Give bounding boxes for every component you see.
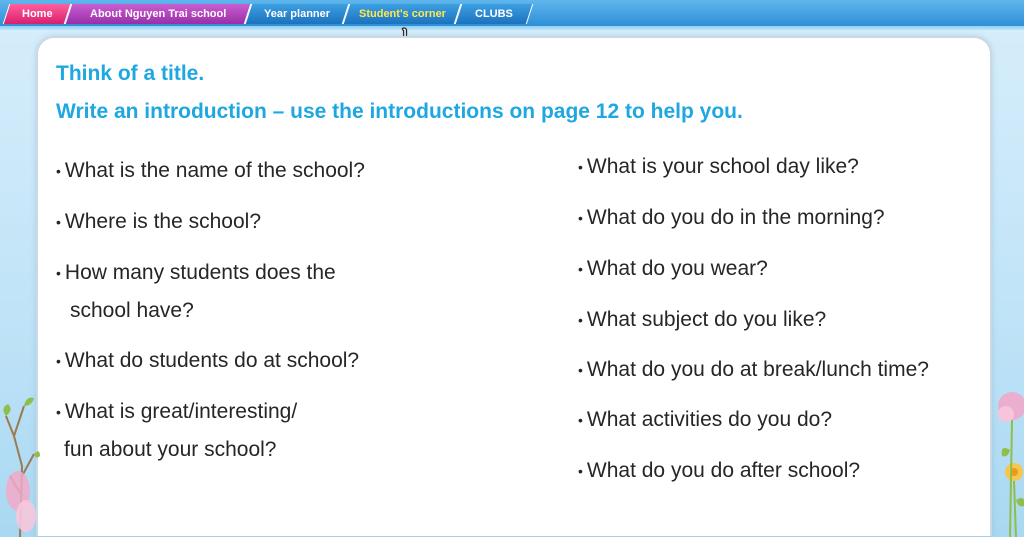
question-text-continued: school have? [70, 299, 194, 322]
bullet-icon: • [56, 163, 61, 180]
question-item [578, 148, 859, 186]
question-text: How many students does the [64, 261, 336, 284]
question-text: What activities do you do? [586, 408, 833, 431]
question-item [578, 301, 826, 339]
question-text-continued: fun about your school? [64, 438, 277, 461]
nav-tab-about-label: About Nguyen Trai school [89, 8, 227, 20]
question-item [578, 199, 885, 237]
bullet-icon: • [56, 404, 61, 421]
flower-decoration-icon [990, 380, 1024, 537]
question-item [56, 152, 365, 190]
bullet-icon: • [578, 312, 583, 329]
question-item [578, 351, 929, 389]
question-item [578, 452, 860, 490]
nav-tab-clubs[interactable] [455, 4, 533, 24]
bullet-icon: • [56, 214, 61, 231]
bullet-icon: • [578, 159, 583, 176]
heading-think-of-title: Think of a title. [56, 62, 205, 85]
question-text: What do you do after school? [586, 459, 861, 482]
nav-tab-about[interactable] [65, 4, 251, 24]
question-text: What do you do in the morning? [586, 206, 885, 229]
bullet-icon: • [578, 362, 583, 379]
heading-write-introduction: Write an introduction – use the introductions on page 12 to help you. [56, 100, 743, 123]
bullet-icon: • [578, 210, 583, 227]
bullet-icon: • [56, 353, 61, 370]
bullet-icon: • [578, 412, 583, 429]
question-item [56, 203, 261, 241]
bullet-icon: • [56, 265, 61, 282]
bullet-icon: • [578, 261, 583, 278]
question-text: Where is the school? [64, 210, 262, 233]
question-text: What is great/interesting/ [64, 400, 298, 423]
question-text: What do students do at school? [64, 349, 360, 372]
question-text: What is your school day like? [586, 155, 859, 178]
question-text: What is the name of the school? [64, 159, 365, 182]
question-item [56, 254, 336, 292]
top-nav-bar [0, 0, 1024, 28]
question-text: What do you wear? [586, 257, 768, 280]
nav-tab-year-planner[interactable] [245, 4, 349, 24]
nav-tab-students-corner[interactable] [343, 4, 461, 24]
nav-tab-home[interactable] [3, 4, 71, 24]
question-text: What do you do at break/lunch time? [586, 358, 929, 381]
question-item [578, 250, 768, 288]
question-text: What subject do you like? [586, 308, 827, 331]
question-item [56, 393, 297, 431]
nav-tab-year-planner-label: Year planner [263, 8, 331, 20]
bullet-icon: • [578, 463, 583, 480]
branch-decoration-icon [0, 376, 40, 537]
question-item [56, 342, 359, 380]
question-item [578, 401, 832, 439]
nav-tab-home-label: Home [21, 8, 53, 20]
nav-tab-clubs-label: CLUBS [475, 8, 513, 20]
nav-tab-students-corner-label: Student's corner [358, 8, 446, 20]
